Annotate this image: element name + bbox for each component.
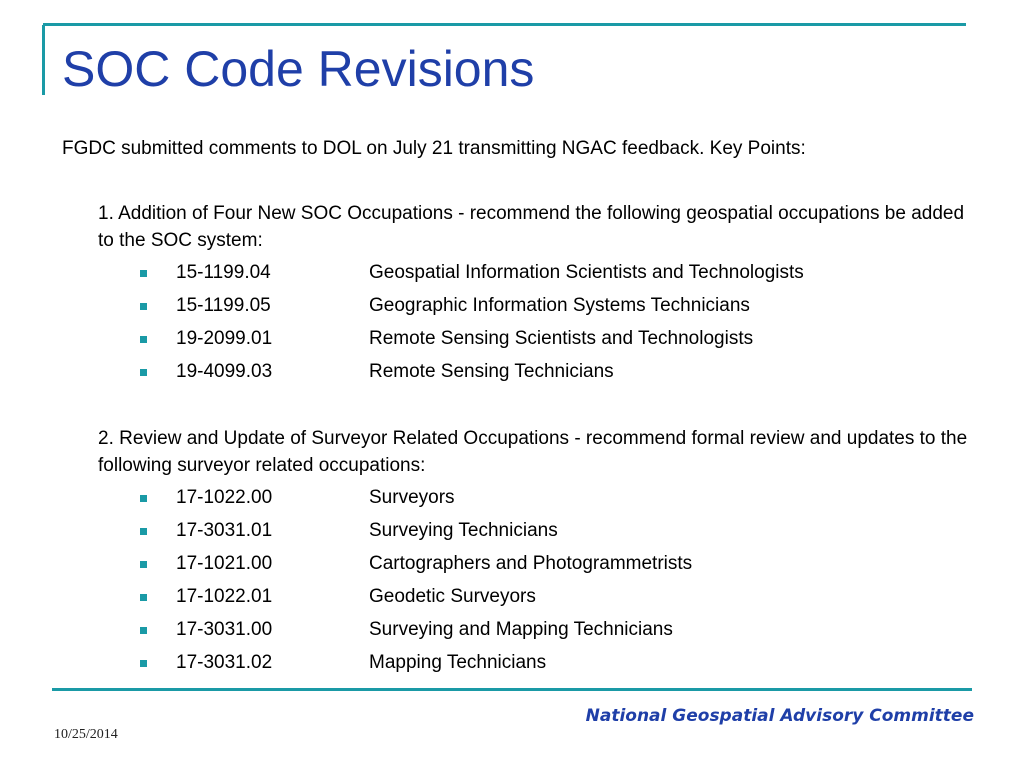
- occupation-title: Surveying and Mapping Technicians: [369, 619, 673, 640]
- slide-title: SOC Code Revisions: [62, 41, 535, 97]
- section-heading: 2. Review and Update of Surveyor Related Occupations - recommend formal review and updates to the following surveyor related occupations:: [98, 428, 968, 476]
- title-accent-top-rule: [43, 23, 966, 26]
- list-item: [98, 322, 978, 355]
- occupation-title: Remote Sensing Technicians: [369, 361, 614, 382]
- occupation-title: Cartographers and Photogrammetrists: [369, 553, 693, 574]
- section-new-occupations: [98, 200, 978, 388]
- list-item: [98, 646, 978, 679]
- soc-code: 17-3031.00: [176, 619, 273, 640]
- section-heading: 1. Addition of Four New SOC Occupations - recommend the following geospatial occupations be added to the SOC system:: [98, 203, 965, 251]
- occupation-title: Remote Sensing Scientists and Technologists: [369, 328, 754, 349]
- occupation-list: [98, 481, 978, 679]
- list-item: [98, 481, 978, 514]
- list-item: [98, 580, 978, 613]
- list-item: [98, 613, 978, 646]
- soc-code: 15-1199.05: [176, 295, 271, 316]
- square-bullet-icon: [140, 270, 147, 277]
- square-bullet-icon: [140, 369, 147, 376]
- list-item: [98, 256, 978, 289]
- intro-text: FGDC submitted comments to DOL on July 21 transmitting NGAC feedback. Key Points:: [62, 138, 806, 159]
- occupation-title: Mapping Technicians: [369, 652, 547, 673]
- list-item: [98, 289, 978, 322]
- soc-code: 15-1199.04: [176, 262, 271, 283]
- square-bullet-icon: [140, 594, 147, 601]
- occupation-title: Geodetic Surveyors: [369, 586, 536, 607]
- soc-code: 17-1022.00: [176, 487, 273, 508]
- footer-date: 10/25/2014: [54, 727, 118, 742]
- square-bullet-icon: [140, 336, 147, 343]
- square-bullet-icon: [140, 528, 147, 535]
- title-accent-left-rule: [42, 25, 45, 95]
- section-surveyor-occupations: [98, 425, 978, 679]
- list-item: [98, 355, 978, 388]
- soc-code: 17-3031.02: [176, 652, 273, 673]
- soc-code: 19-2099.01: [176, 328, 273, 349]
- list-item: [98, 547, 978, 580]
- occupation-title: Surveying Technicians: [369, 520, 558, 541]
- square-bullet-icon: [140, 495, 147, 502]
- soc-code: 17-1021.00: [176, 553, 273, 574]
- occupation-title: Geographic Information Systems Technicians: [369, 295, 750, 316]
- occupation-title: Surveyors: [369, 487, 455, 508]
- occupation-title: Geospatial Information Scientists and Technologists: [369, 262, 804, 283]
- list-item: [98, 514, 978, 547]
- square-bullet-icon: [140, 660, 147, 667]
- occupation-list: [98, 256, 978, 388]
- soc-code: 19-4099.03: [176, 361, 273, 382]
- square-bullet-icon: [140, 627, 147, 634]
- footer-organization: National Geospatial Advisory Committee: [585, 706, 974, 726]
- square-bullet-icon: [140, 303, 147, 310]
- soc-code: 17-1022.01: [176, 586, 273, 607]
- soc-code: 17-3031.01: [176, 520, 273, 541]
- square-bullet-icon: [140, 561, 147, 568]
- footer-divider: [52, 688, 972, 691]
